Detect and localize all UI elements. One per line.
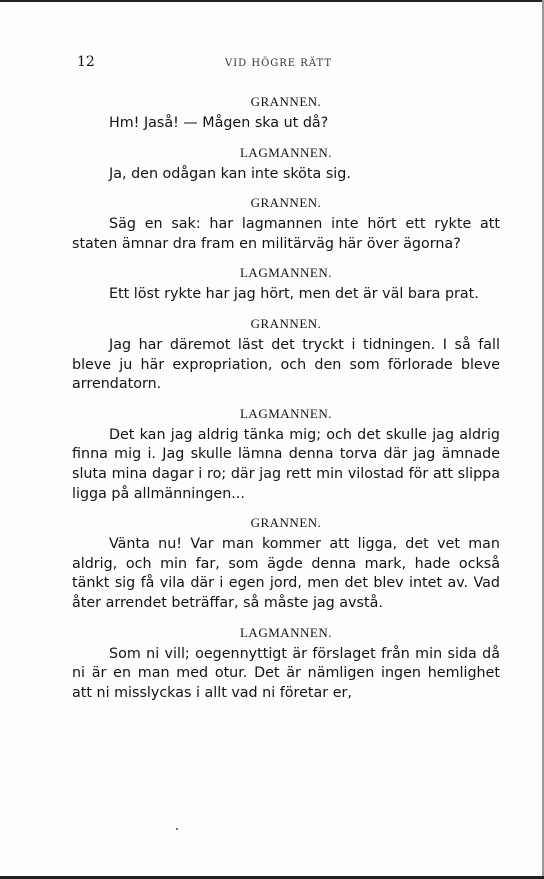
running-title: VID HÖGRE RÄTT (225, 58, 333, 69)
speech-text: Ja, den odågan kan inte sköta sig. (109, 165, 351, 182)
dialogue-block (72, 264, 500, 305)
speech-text: Som ni vill; oegennyttigt är förslaget från min sida då ni är en man med otur. Det är nämligen ingen hemlighet att ni misslyckas i allt vad ni företar er, (72, 645, 500, 701)
speaker-name: GRANNEN. (250, 315, 322, 331)
speech-text: Jag har däremot läst det tryckt i tidningen. I så fall bleve ju här expropriation, och den som förlorade bleve arrendatorn. (72, 336, 500, 393)
dialogue-block (72, 405, 500, 504)
speaker-name: LAGMANNEN. (239, 624, 333, 640)
speaker-name: LAGMANNEN. (239, 405, 333, 421)
speaker-name: LAGMANNEN. (239, 265, 333, 281)
speech-text: Vänta nu! Var man kommer att ligga, det vet man aldrig, och min far, som ägde denna mark, hade också tänkt sig få vila där i egen jord, men det blev intet av. Vad åter arrendet beträffar, så måste jag avstå. (72, 536, 500, 611)
speaker-name: GRANNEN. (250, 94, 322, 109)
dialogue-block (72, 624, 500, 704)
speaker-name: GRANNEN. (250, 195, 322, 211)
speech-text: Det kan jag aldrig tänka mig; och det skulle jag aldrig finna mig i. Jag skulle lämna denna torva där jag ämnade sluta mina dagar i ro; där jag rett min vilostad för att slippa ligga på allmänningen... (72, 426, 500, 502)
dialogue-block (72, 514, 500, 613)
dialogue-block (72, 315, 500, 395)
dialogue-block (72, 93, 500, 134)
speech-text: Säg en sak: har lagmannen inte hört ett rykte att staten ämnar dra fram en militärväg här över ägorna? (72, 216, 500, 252)
page-number: 12 (77, 54, 95, 70)
speaker-name: LAGMANNEN. (239, 144, 333, 160)
dialogue-block (72, 194, 500, 254)
speaker-name: GRANNEN. (250, 515, 322, 531)
print-speck (176, 828, 178, 830)
speech-text: Hm! Jaså! — Mågen ska ut då? (109, 115, 329, 131)
dialogue-block (72, 144, 500, 185)
page-top-border (0, 0, 544, 2)
speech-text: Ett löst rykte har jag hört, men det är väl bara prat. (109, 286, 479, 303)
dialogue-body (72, 93, 500, 713)
